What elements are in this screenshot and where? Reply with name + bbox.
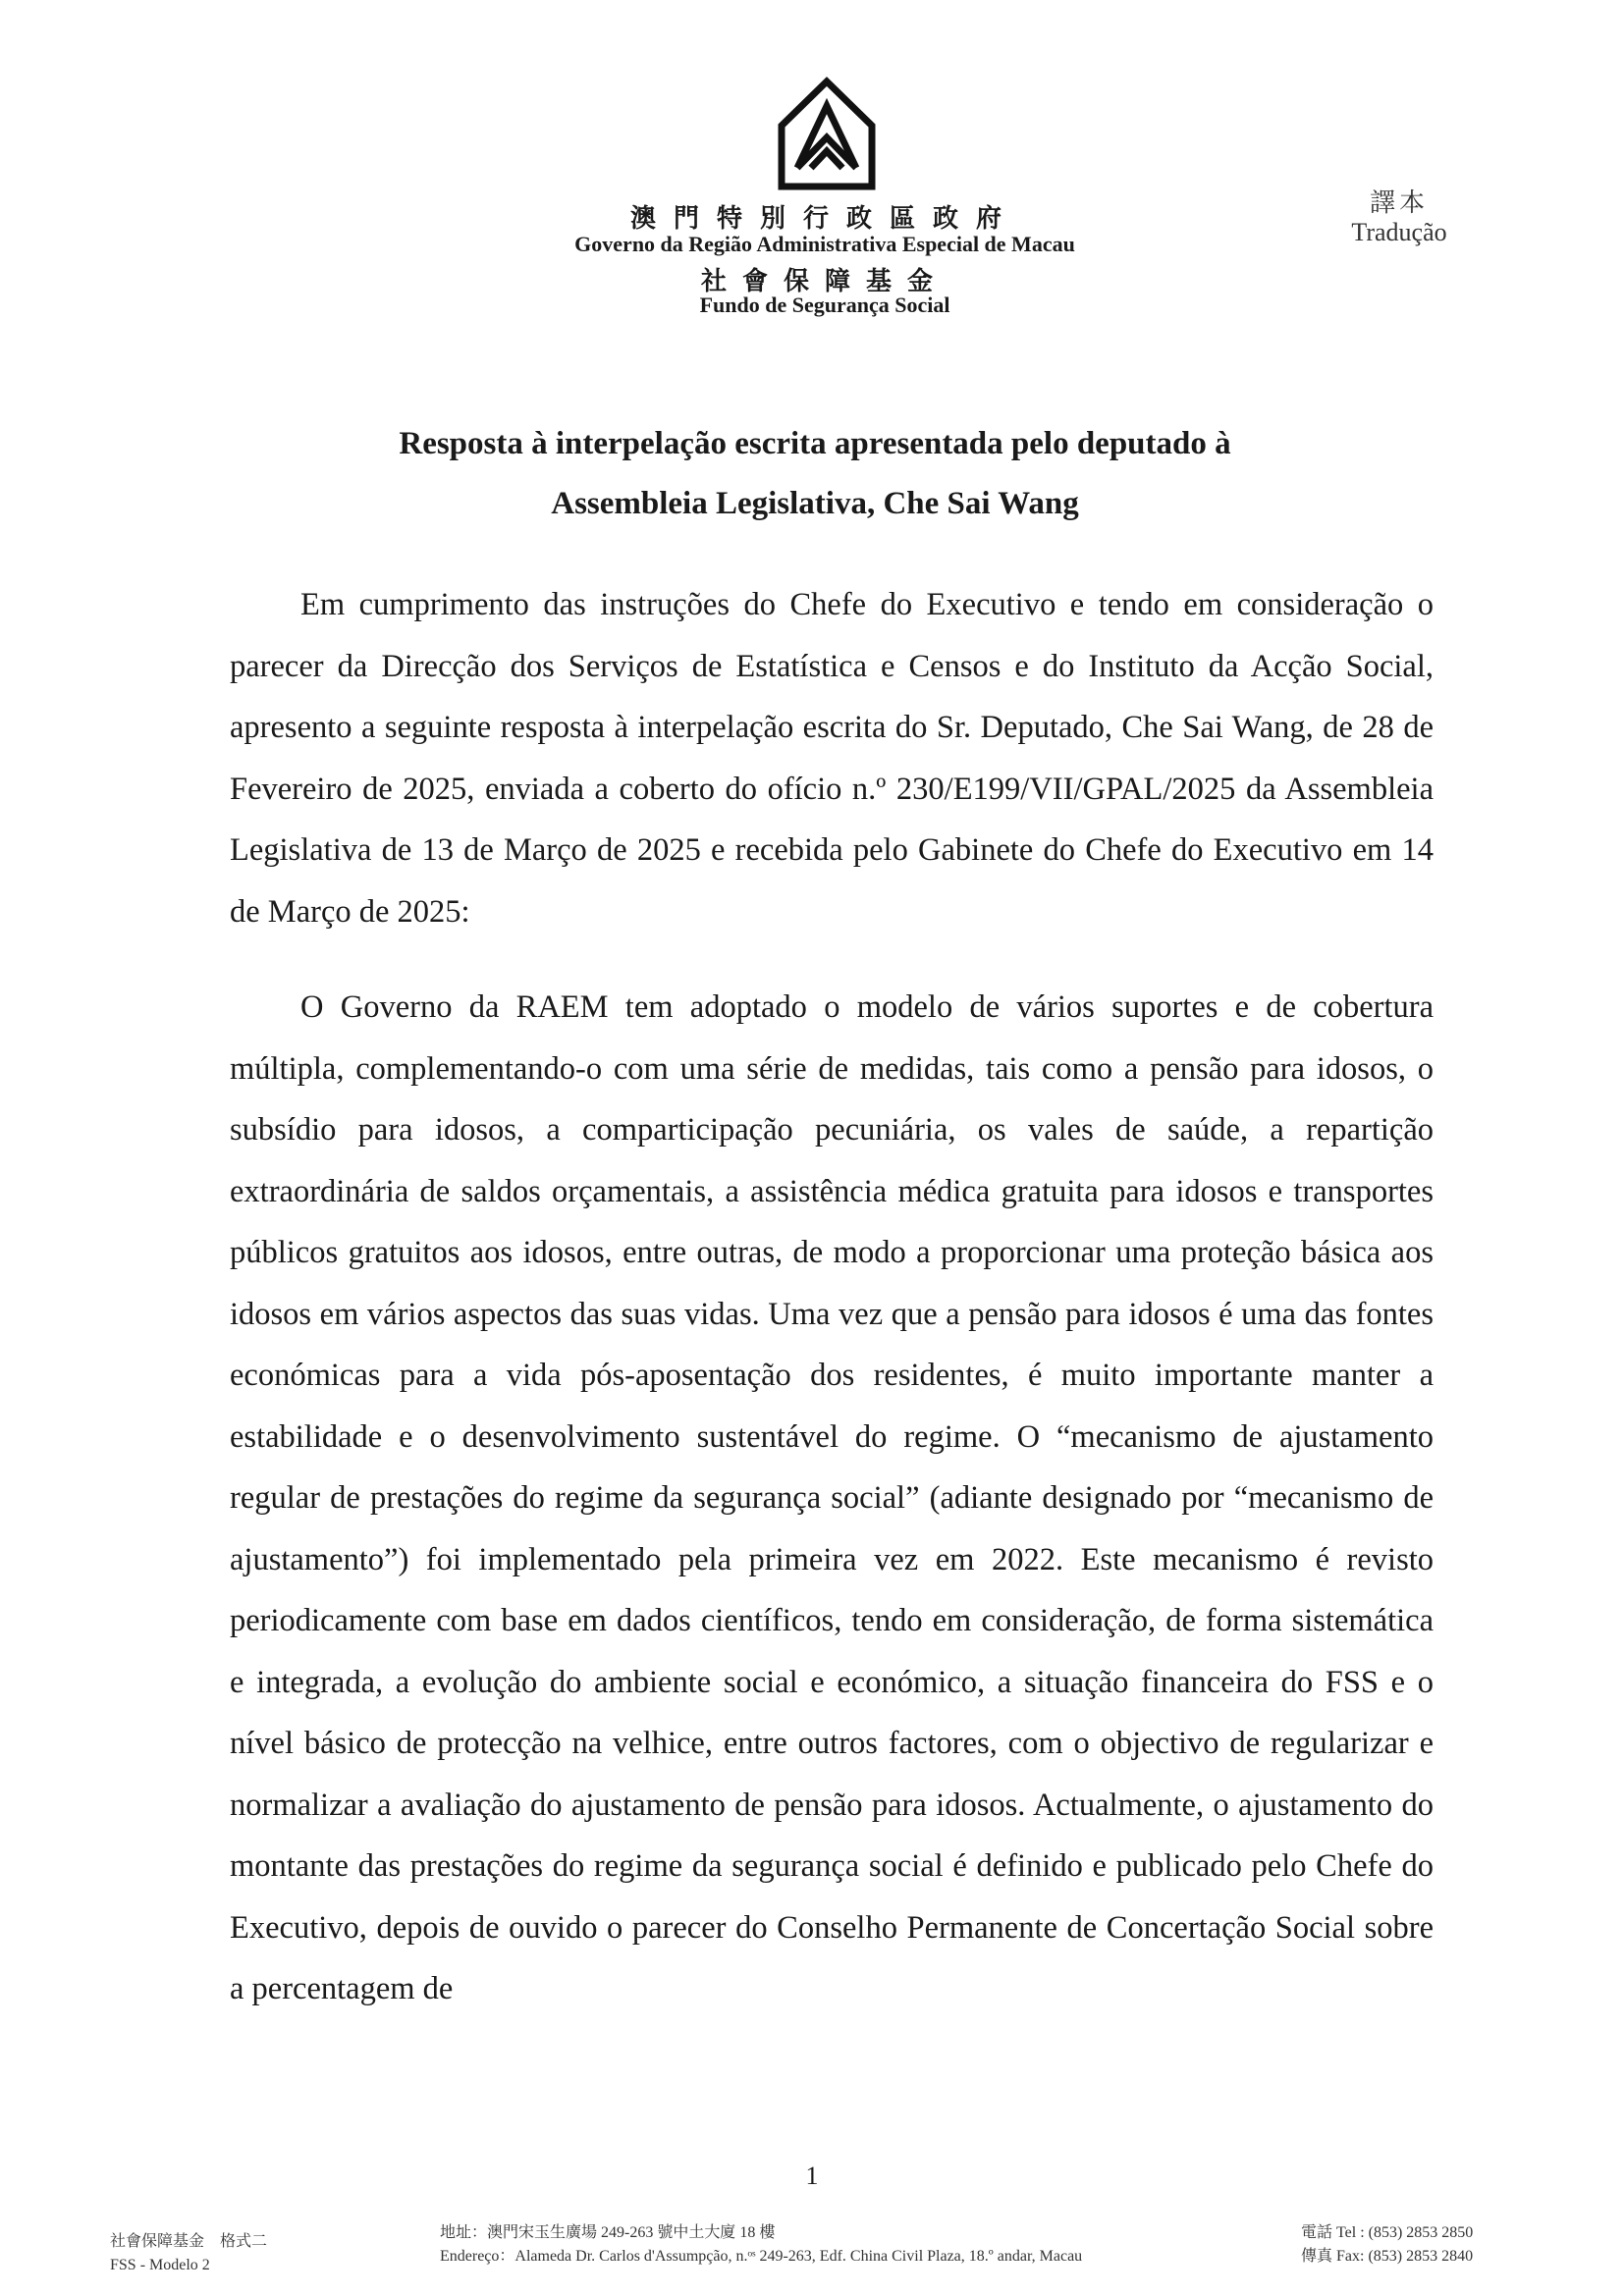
footer-telephone: 電話 Tel : (853) 2853 2850 xyxy=(1301,2224,1474,2241)
body-paragraph-1: Em cumprimento das instruções do Chefe do Executivo e tendo em consideração o parecer da Direcção dos Serviços de Estatística e Censos e do Instituto da Acção Social, apresento a seguinte resposta à interpelação escrita do Sr. Deputado, Che Sai Wang, de 28 de Fevereiro de 2025, enviada a coberto do ofício n.º 230/E199/VII/GPAL/2025 da Assembleia Legislativa de 13 de Março de 2025 e recebida pelo Gabinete do Chefe do Executivo em 14 de Março de 2025: xyxy=(230,587,1434,930)
body-paragraph-2: O Governo da RAEM tem adoptado o modelo de vários suportes e de cobertura múltipla, complementando-o com uma série de medidas, tais como a pensão para idosos, o subsídio para idosos, a comparticipação pecuniária, os vales de saúde, a repartição extraordinária de saldos orçamentais, a assistência médica gratuita para idosos e transportes públicos gratuitos aos idosos, entre outras, de modo a proporcionar uma proteção básica aos idosos em vários aspectos das suas vidas. Uma vez que a pensão para idosos é uma das fontes económicas para a vida pós-aposentação dos residentes, é muito importante manter a estabilidade e o desenvolvimento sustentável do regime. O “mecanismo de ajustamento regular de prestações do regime da segurança social” (adiante designado por “mecanismo de ajustamento”) foi implementado pela primeira vez em 2022. Este mecanismo é revisto periodicamente com base em dados científicos, tendo em consideração, de forma sistemática e integrada, a evolução do ambiente social e económico, a situação financeira do FSS e o nível básico de protecção na velhice, entre outros factores, com o objectivo de regularizar e normalizar a avaliação do ajustamento de pensão para idosos. Actualmente, o ajustamento do montante das prestações do regime da segurança social é definido e publicado pelo Chefe do Executivo, depois de ouvido o parecer do Conselho Permanente de Concertação Social sobre a percentagem de xyxy=(230,989,1434,2006)
fund-name-portuguese: Fundo de Segurança Social xyxy=(699,293,950,317)
footer-address-portuguese: Endereço：Alameda Dr. Carlos d'Assumpção, n.ᵒˢ 249-263, Edf. China Civil Plaza, 18.º andar, Macau xyxy=(440,2248,1083,2265)
translation-label-chinese: 譯本 xyxy=(1369,188,1429,217)
footer-form-id-chinese: 社會保障基金 格式二 xyxy=(110,2233,268,2250)
document-title-line-1: Resposta à interpelação escrita apresentada pelo deputado à xyxy=(399,426,1231,461)
footer-address-chinese: 地址：澳門宋玉生廣場 249-263 號中土大廈 18 樓 xyxy=(440,2224,776,2241)
footer-form-id-portuguese: FSS - Modelo 2 xyxy=(110,2257,210,2273)
footer-form-id xyxy=(110,2230,267,2277)
translation-label-portuguese: Tradução xyxy=(1351,218,1447,246)
fund-name-chinese: 社會保障基金 xyxy=(700,267,948,295)
page-number: 1 xyxy=(805,2162,819,2190)
government-emblem-logo xyxy=(776,77,878,192)
footer-contact xyxy=(1301,2221,1473,2269)
government-name-portuguese: Governo da Região Administrativa Especial de Macau xyxy=(574,232,1075,256)
footer-fax: 傳真 Fax: (853) 2853 2840 xyxy=(1301,2248,1474,2265)
government-name-chinese: 澳門特別行政區政府 xyxy=(629,204,1019,233)
footer-address xyxy=(440,2221,1082,2269)
document-title-line-2: Assembleia Legislativa, Che Sai Wang xyxy=(551,486,1079,521)
